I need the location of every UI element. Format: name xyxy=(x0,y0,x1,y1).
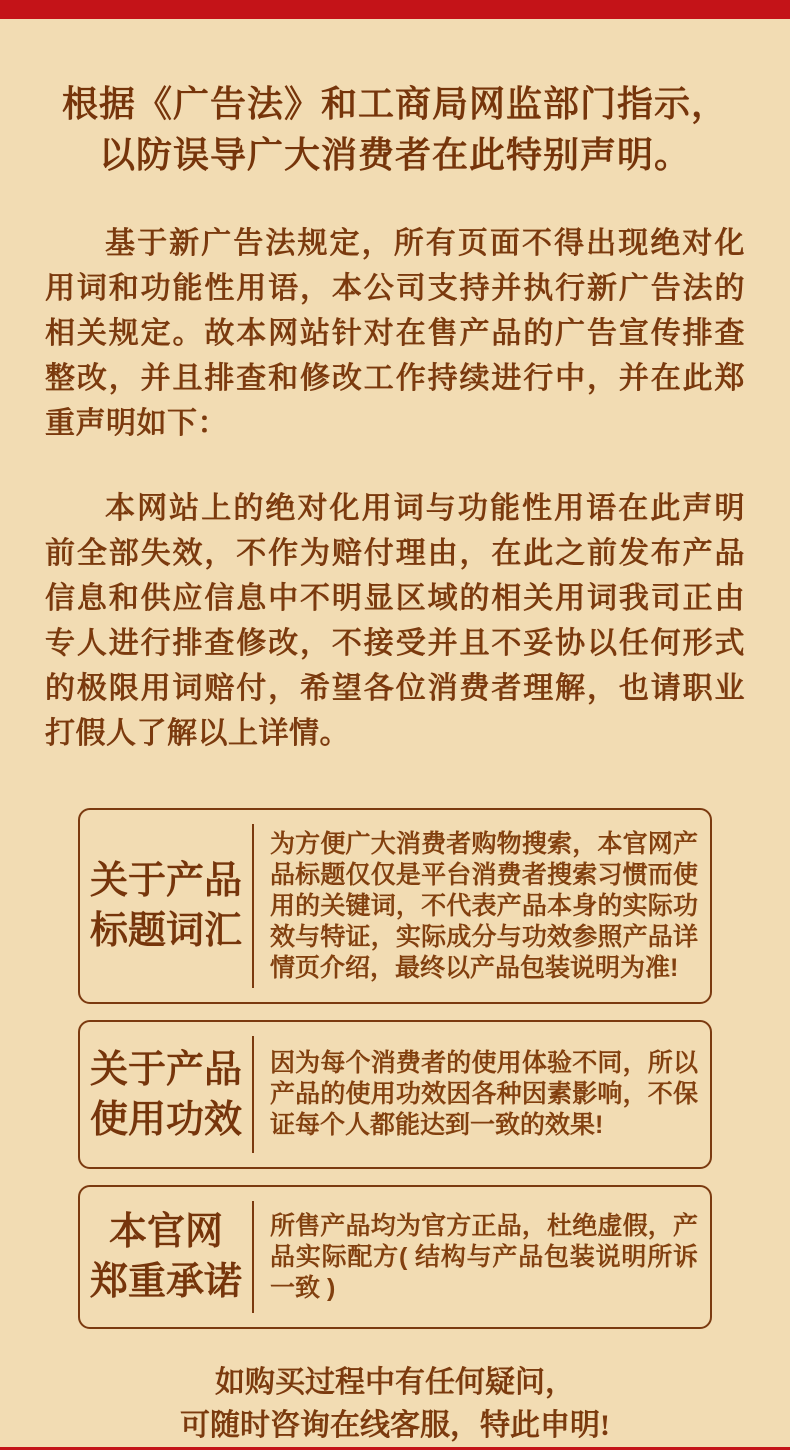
notice-box-label-line-2: 郑重承诺 xyxy=(89,1261,242,1303)
notice-box-label-line-1: 关于产品 xyxy=(89,1048,242,1091)
notice-box-usage-effect xyxy=(78,1020,712,1169)
notice-box-text: 为方便广大消费者购物搜索，本官网产品标题仅仅是平台消费者搜索习惯而使用的关键词，不代表产品本身的实际功效与特证，实际成分与功效参照产品详情页介绍，最终以产品包装说明为准! xyxy=(270,829,698,982)
notice-box-title-keywords xyxy=(78,808,712,1004)
notice-box-list xyxy=(78,808,712,1329)
notice-box-label-line-2: 使用功效 xyxy=(89,1098,242,1141)
title-line-1: 根据《广告法》和工商局网监部门指示， xyxy=(61,84,728,124)
notice-box-label-line-1: 本官网 xyxy=(108,1211,223,1253)
page-title xyxy=(28,79,762,181)
footer-line-1: 如购买过程中有任何疑问， xyxy=(215,1366,575,1399)
declaration-paragraph: 本网站上的绝对化用词与功能性用语在此声明前全部失效，不作为赔付理由，在此之前发布产品信息和供应信息中不明显区域的相关用词我司正由专人进行排查修改，不接受并且不妥协以任何形式的极限用词赔付，希望各位消费者理解，也请职业打假人了解以上详情。 xyxy=(45,492,745,750)
notice-box-text: 因为每个消费者的使用体验不同，所以产品的使用功效因各种因素影响，不保证每个人都能达到一致的效果! xyxy=(270,1049,698,1139)
notice-box-label-line-2: 标题词汇 xyxy=(89,910,242,952)
title-line-2: 以防误导广大消费者在此特别声明。 xyxy=(98,135,691,175)
notice-box-text: 所售产品均为官方正品，杜绝虚假，产品实际配方( 结构与产品包装说明所诉一致 ) xyxy=(270,1211,698,1302)
footer-note xyxy=(30,1361,760,1447)
top-red-stripe xyxy=(0,0,790,19)
notice-box-label xyxy=(80,856,252,956)
footer-line-2: 可随时咨询在线客服，特此申明! xyxy=(180,1409,610,1442)
notice-box-label-line-1: 关于产品 xyxy=(89,860,242,902)
notice-box-official-promise xyxy=(78,1185,712,1329)
notice-box-label xyxy=(80,1207,252,1307)
intro-paragraph: 基于新广告法规定，所有页面不得出现绝对化用词和功能性用语，本公司支持并执行新广告法的相关规定。故本网站针对在售产品的广告宣传排查整改，并且排查和修改工作持续进行中，并在此郑重声明如下： xyxy=(45,227,745,440)
notice-box-label xyxy=(80,1045,252,1145)
